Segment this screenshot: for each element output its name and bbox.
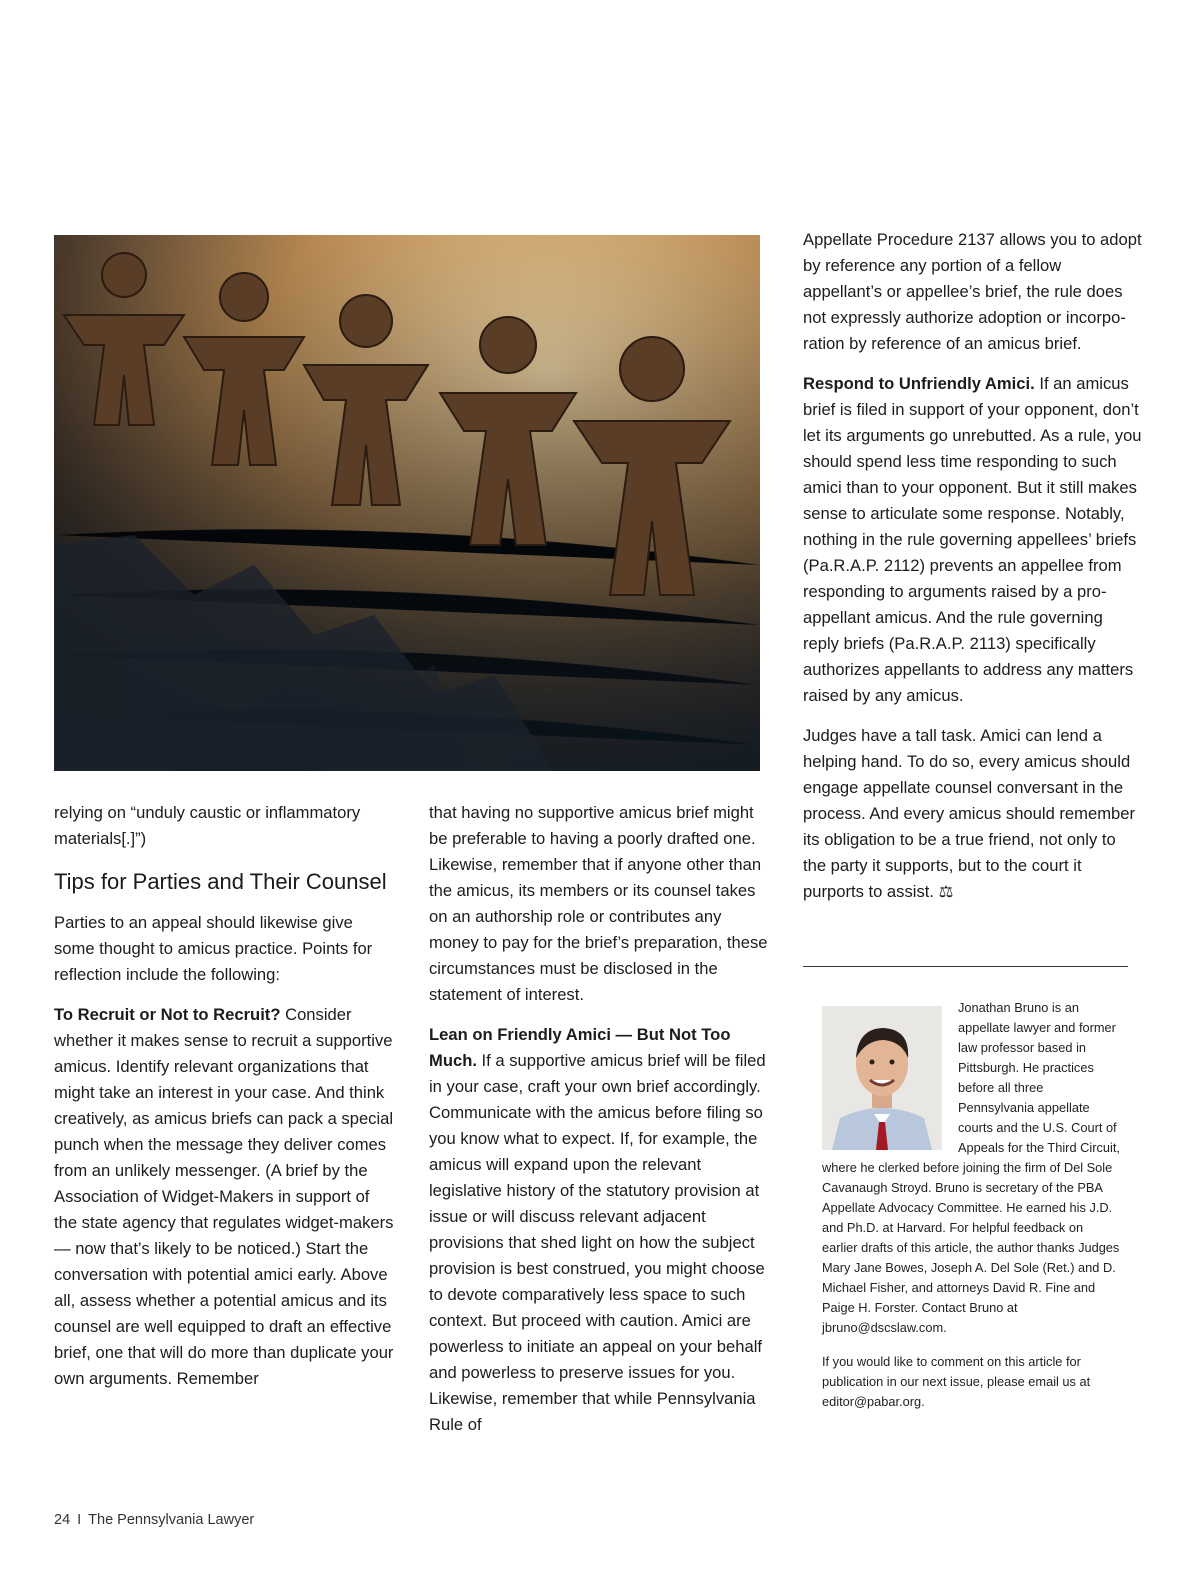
paragraph: Parties to an appeal should likewise give some thought to amicus practice. Points for reflection include the following: xyxy=(54,913,373,984)
bio-text: Jonathan Bruno is an appellate lawyer and former law professor based in Pittsburgh. He practices before all three Pennsylvania appellate courts and the U.S. Court of Appeals for the Third Circuit, where he clerked before joining the firm of Del Sole Cavanaugh Stroyd. Bruno is secretary of the PBA Appellate Advocacy Committee. He earned his J.D. and Ph.D. at Harvard. For helpful feedback on earlier drafts of this article, the author thanks Judges Mary Jane Bowes, Joseph A. Del Sole (Ret.) and D. Michael Fisher, and attorneys David R. Fine and Paige H. Forster. Contact Bruno at jbruno@dscslaw.com. xyxy=(822,1000,1120,1335)
paragraph: that having no supportive amicus brief might be preferable to having a poorly drafted one. Likewise, remember that if anyone other than the amicus, its members or its counsel takes on an authorship role or contributes any money to pay for the brief’s preparation, these circumstances must be disclosed in the statement of interest. xyxy=(429,803,768,1004)
article-column-2 xyxy=(429,800,769,1452)
paragraph xyxy=(803,723,1143,905)
paper-chain-people-image xyxy=(54,235,760,771)
paragraph xyxy=(803,371,1143,709)
paragraph-lead-in: To Recruit or Not to Recruit? xyxy=(54,1005,281,1024)
end-mark-icon: ⚖ xyxy=(938,882,954,901)
paragraph-lead-in: Respond to Unfriendly Amici. xyxy=(803,374,1035,393)
page-footer xyxy=(54,1512,254,1528)
comment-invitation: If you would like to comment on this article for publication in our next issue, please email us at editor@pabar.org. xyxy=(822,1354,1091,1409)
publication-name: The Pennsylvania Lawyer xyxy=(88,1512,255,1528)
author-portrait-photo xyxy=(822,1006,942,1150)
paragraph xyxy=(429,1022,769,1438)
section-heading: Tips for Parties and Their Counsel xyxy=(54,869,387,894)
paragraph: Appellate Procedure 2137 allows you to adopt by reference any portion of a fellow appellant’s or appellee’s brief, the rule does not expressly authorize adoption or incorporation by reference of an amicus brief. xyxy=(803,230,1142,353)
divider xyxy=(803,966,1128,967)
paragraph-body: If a supportive amicus brief will be filed in your case, craft your own brief accordingly. Communicate with the amicus before filing so you know what to expect. If, for example, the amicus will expand upon the relevant legislative history of the statutory provision at issue or will discuss relevant adjacent provisions that shed light on how the subject provision is best construed, you might choose to devote comparatively less space to such context. But proceed with caution. Amici are powerless to initiate an appeal on your behalf and powerless to preserve issues for you. Likewise, remember that while Pennsylvania Rule of xyxy=(429,1051,766,1434)
paragraph-body: Judges have a tall task. Amici can lend a helping hand. To do so, every amicus should engage appellate counsel conversant in the process. And every amicus should remember its obligation to be a true friend, not only to the party it supports, but to the court it purports to assist. xyxy=(803,726,1136,901)
paragraph-body: Consider whether it makes sense to recruit a supportive amicus. Identify relevant organizations that might take an interest in your case. And think creatively, as amicus briefs can pack a special punch when the message they deliver comes from an unlikely messenger. (A brief by the Association of Widget-Makers in support of the state agency that regulates widget-makers — now that’s likely to be noticed.) Start the conversation with potential amici early. Above all, assess whether a potential amicus and its counsel are well equipped to draft an effective brief, one that will do more than duplicate your own arguments. Remember xyxy=(54,1005,394,1388)
author-photo xyxy=(822,1006,942,1150)
author-bio xyxy=(822,998,1122,1426)
paragraph-body: If an amicus brief is filed in support of your opponent, don’t let its arguments go unrebutted. As a rule, you should spend less time responding to such amici than to your opponent. But it still makes sense to articulate some response. Notably, nothing in the rule governing appellees’ briefs (Pa.R.A.P. 2112) prevents an appellee from responding to arguments raised by a pro-appellant amicus. And the rule governing reply briefs (Pa.R.A.P. 2113) specifically authorizes appellants to address any matters raised by any amicus. xyxy=(803,374,1142,705)
page-number: 24 xyxy=(54,1512,71,1528)
footer-separator: I xyxy=(77,1512,82,1528)
paragraph: relying on “unduly caustic or inflammatory materials[.]”) xyxy=(54,803,361,848)
article-column-1 xyxy=(54,800,394,1406)
paragraph-lead-in: Lean on Friendly Amici — But Not Too Much. xyxy=(429,1025,731,1070)
paper-chain-people-photo xyxy=(54,235,760,771)
paragraph xyxy=(54,1002,394,1392)
article-column-3 xyxy=(803,227,1143,919)
